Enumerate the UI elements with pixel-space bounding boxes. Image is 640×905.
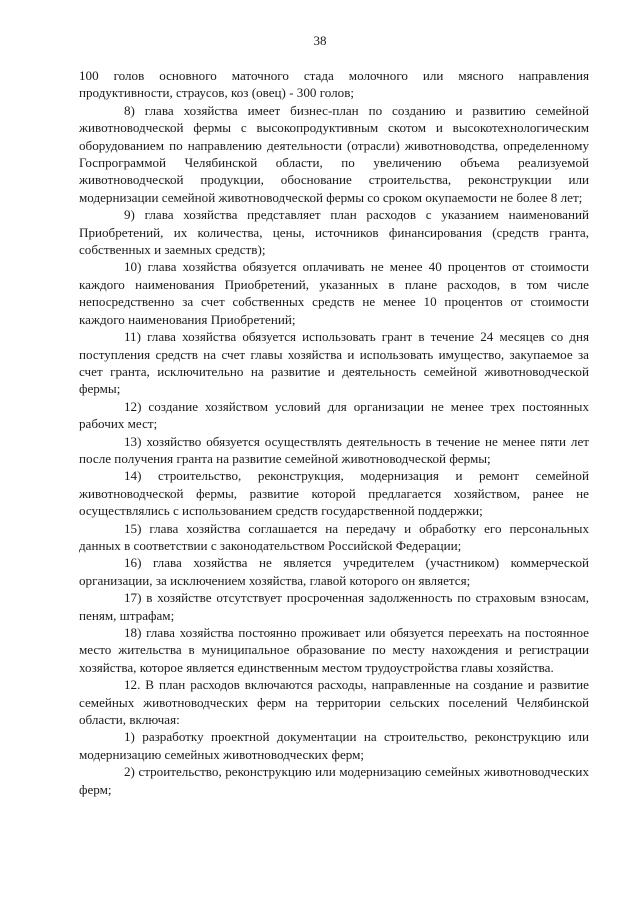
paragraph: 18) глава хозяйства постоянно проживает или обязуется переехать на постоянное место жительства в муниципальное образование по месту нахождения и регистрации хозяйства, которое является единственным местом трудоустройства главы хозяйства. bbox=[79, 625, 589, 675]
paragraph: 100 голов основного маточного стада молочного или мясного направления продуктивности, страусов, коз (овец) - 300 голов; bbox=[79, 68, 589, 101]
paragraph: 12) создание хозяйством условий для организации не менее трех постоянных рабочих мест; bbox=[79, 398, 589, 432]
paragraph: 14) строительство, реконструкция, модернизация и ремонт семейной животноводческой фермы, развитие которой предлагается хозяйством, ранее не осуществлялись с использованием средств государственной поддержки; bbox=[79, 468, 589, 519]
paragraph: 1) разработку проектной документации на строительство, реконструкцию или модернизацию семейных животноводческих ферм; bbox=[79, 729, 589, 762]
document-body bbox=[79, 67, 589, 798]
paragraph: 8) глава хозяйства имеет бизнес-план по созданию и развитию семейной животноводческой фермы с высокопродуктивным скотом и высокотехнологическим оборудованием по направлению деятельности (отрасли) животноводства, определенному Госпрограммой Челябинской области, по увеличению объема реализуемой животноводческой продукции, обоснование строительства, реконструкции или модернизации семейной животноводческой фермы со сроком окупаемости не более 8 лет; bbox=[79, 102, 589, 205]
paragraph: 17) в хозяйстве отсутствует просроченная задолженность по страховым взносам, пеням, штрафам; bbox=[79, 590, 589, 623]
paragraph: 11) глава хозяйства обязуется использовать грант в течение 24 месяцев со дня поступления средств на счет главы хозяйства и использовать имущество, закупаемое за счет гранта, исключительно на развитие и деятельность семейной животноводческой фермы; bbox=[79, 329, 589, 397]
page-number: 38 bbox=[313, 33, 327, 48]
paragraph: 9) глава хозяйства представляет план расходов с указанием наименований Приобретений, их количества, цены, источников финансирования (средств гранта, собственных и заемных средств); bbox=[79, 207, 589, 258]
paragraph: 15) глава хозяйства соглашается на передачу и обработку его персональных данных в соответствии с законодательством Российской Федерации; bbox=[79, 520, 589, 553]
paragraph: 10) глава хозяйства обязуется оплачивать не менее 40 процентов от стоимости каждого наименования Приобретений, указанных в плане расходов, в том числе непосредственно за счет собственных средств не менее 10 процентов от стоимости каждого наименования Приобретений; bbox=[79, 259, 589, 327]
paragraph: 2) строительство, реконструкцию или модернизацию семейных животноводческих ферм; bbox=[79, 764, 589, 797]
paragraph: 13) хозяйство обязуется осуществлять деятельность в течение не менее пяти лет после получения гранта на развитие семейной животноводческой фермы; bbox=[79, 433, 589, 466]
paragraph: 16) глава хозяйства не является учредителем (участником) коммерческой организации, за исключением хозяйства, главой которого он является; bbox=[79, 555, 589, 588]
paragraph: 12. В план расходов включаются расходы, направленные на создание и развитие семейных животноводческих ферм на территории сельских поселений Челябинской области, включая: bbox=[79, 677, 589, 728]
